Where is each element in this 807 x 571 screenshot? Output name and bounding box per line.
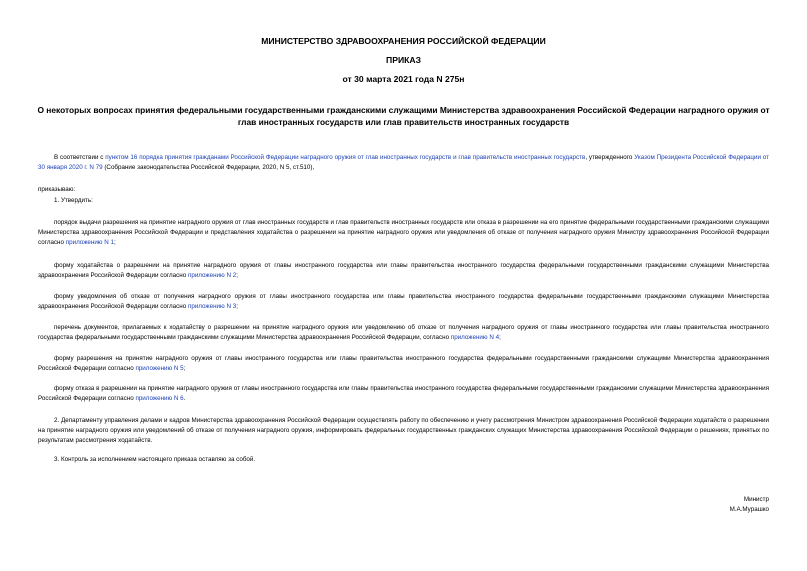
approve-end: . <box>183 395 186 402</box>
approve-text: форму разрешения на принятие наградного оружия от главы иностранного государства или главы правительства иностранного государства федеральными государственными гражданскими служащими Министерства здравоохранения Российской Федерации согласно <box>38 355 769 372</box>
appendix-2-link[interactable]: приложению N 2 <box>187 272 237 279</box>
approve-item-1 <box>38 218 769 248</box>
preamble-text-1: В соответствии с <box>54 154 106 161</box>
appendix-5-link[interactable]: приложению N 5 <box>135 365 184 372</box>
approve-end: ; <box>236 303 238 310</box>
approve-item-4 <box>38 323 769 343</box>
preamble-text-2: , утвержденного <box>585 154 635 161</box>
approve-end: ; <box>499 334 501 341</box>
approve-text: форму отказа в разрешении на принятие наградного оружия от главы иностранного государства или главы правительства иностранного государства федеральными государственными гражданскими служащими Министерства здравоохранения Российской Федерации согласно <box>38 385 769 402</box>
appendix-4-link[interactable]: приложению N 4 <box>450 334 500 341</box>
approve-text: форму ходатайства о разрешении на принятие наградного оружия от главы иностранного государства или главы правительства иностранного государства федеральными государственными гражданскими служащими Министерства здравоохранения Российской Федерации согласно <box>38 262 769 279</box>
approve-text: форму уведомления об отказе от получения наградного оружия от главы иностранного государства или главы правительства иностранного государства федеральными государственными гражданскими служащими Министерства здравоохранения Российской Федерации согласно <box>38 293 769 310</box>
signature-name: М.А.Мурашко <box>729 506 769 513</box>
ministry-heading: МИНИСТЕРСТВО ЗДРАВООХРАНЕНИЯ РОССИЙСКОЙ ФЕДЕРАЦИИ <box>261 36 546 46</box>
doc-type-heading: ПРИКАЗ <box>386 55 421 65</box>
document-title: О некоторых вопросах принятия федеральными государственными гражданскими служащими Министерства здравоохранения Российской Федерации наградного оружия от глав иностранных государств или глав правительств иностранных государств <box>37 105 770 127</box>
appendix-3-link[interactable]: приложению N 3 <box>187 303 237 310</box>
order-word: приказываю: <box>38 186 76 193</box>
approve-end: ; <box>236 272 238 279</box>
signature-position: Министр <box>743 496 769 503</box>
item-1: 1. Утвердить: <box>54 197 93 204</box>
approve-end: ; <box>183 365 186 372</box>
approve-text: порядок выдачи разрешения на принятие наградного оружия от глав иностранных государств и глав правительств иностранных государств или отказа в разрешении на его принятие федеральными государственными гражданскими служащими Министерства здравоохранения Российской Федерации и представления ходатайства о разрешении на принятие наградного оружия или уведомления об отказе от получения наградного оружия Министру здравоохранения Российской Федерации согласно <box>38 219 769 246</box>
preamble-link-decree[interactable]: Указом Президента Российской Федерации от 30 января 2020 г. N 79 <box>38 154 769 171</box>
preamble-link-procedure[interactable]: пунктом 16 порядка принятия гражданами Российской Федерации наградного оружия от глав иностранных государств и глав правительств иностранных государств <box>105 154 586 161</box>
approve-item-3 <box>38 292 769 312</box>
appendix-6-link[interactable]: приложению N 6 <box>135 395 184 402</box>
preamble-text-3: (Собрание законодательства Российской Федерации, 2020, N 5, ст.510), <box>102 164 315 171</box>
approve-item-5 <box>38 354 769 374</box>
preamble-paragraph <box>38 153 769 173</box>
item-3: 3. Контроль за исполнением настоящего приказа оставляю за собой. <box>54 456 256 463</box>
approve-item-6 <box>38 384 769 404</box>
approve-end: ; <box>113 239 116 246</box>
date-number-heading: от 30 марта 2021 года N 275н <box>342 74 465 84</box>
item-2: 2. Департаменту управления делами и кадров Министерства здравоохранения Российской Федерации осуществлять работу по обеспечению и учету рассмотрения Министром здравоохранения Российской Федерации ходатайств о разрешении на принятие наградного оружия или уведомлений об отказе от получения наградного оружия, информировать федеральных государственных гражданских служащих Министерства здравоохранения Российской Федерации о решениях, принятых по результатам рассмотрения ходатайств. <box>38 417 769 444</box>
appendix-1-link[interactable]: приложению N 1 <box>65 239 114 246</box>
approve-item-2 <box>38 261 769 281</box>
approve-text: перечень документов, прилагаемых к ходатайству о разрешении на принятие наградного оружия или уведомлению об отказе от получения наградного оружия от главы иностранного государства или главы правительства иностранного государства федеральными государственными гражданскими служащими Министерства здравоохранения Российской Федерации, согласно <box>38 324 769 341</box>
